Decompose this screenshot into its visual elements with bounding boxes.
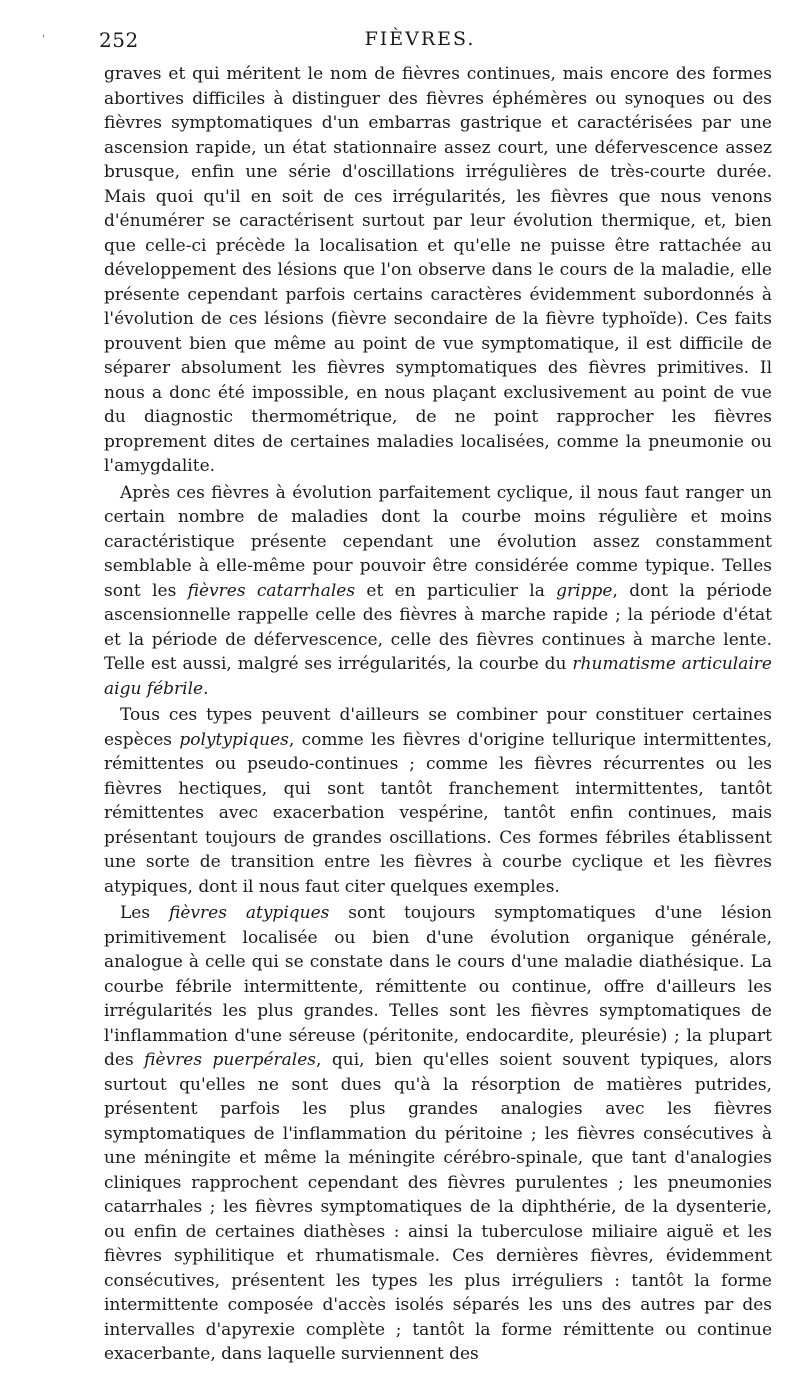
text-run: sont toujours symptomatiques d'une lésion primitivement localisée ou bien d'une évolution organique générale, analogue à celle qui se constate dans le cours d'une maladie diathésique. La courbe fébrile intermittente, rémittente ou continue, offre d'ailleurs les irrégularités les plus grandes. Telles sont les fièvres symptomatiques de l'inflammation d'une séreuse (péritonite, endocardite, pleurésie) ; la plupart des [104,903,772,1070]
running-title: FIÈVRES. [364,28,476,50]
text-run: , dont la période ascensionnelle rappelle celle des fièvres à marche rapide ; la période d'état et la période de défervescence, celle des fièvres continues à marche lente. Telle est aussi, malgré ses irrégularités, la courbe du [104,580,773,674]
body-text [104,62,772,1369]
paragraph [104,481,772,702]
italic-term: fièvres catarrhales [187,580,356,601]
text-run: , qui, bien qu'elles soient souvent typiques, alors surtout qu'elles ne sont dues qu'à la résorption de matières putrides, présentent parfois les plus grandes analogies avec les fièvres symptomatiques de l'inflammation du péritoine ; les fièvres consécutives à une méningite et même la méningite cérébro-spinale, que tant d'analogies cliniques rapprochent cependant des fièvres purulentes ; les pneumonies catarrhales ; les fièvres symptomatiques de la diphthérie, de la dysenterie, ou enfin de certaines diathèses : ainsi la tuberculose miliaire aiguë et les fièvres syphilitique et rhumatismale. Ces dernières fièvres, évidemment consécutives, présentent les types les plus irréguliers : tantôt la forme intermittente composée d'accès isolés séparés les uns des autres par des intervalles d'apyrexie complète ; tantôt la forme rémittente ou continue exacerbante, dans laquelle surviennent des [104,1050,772,1364]
paragraph [104,703,772,899]
text-run: Les [120,903,170,923]
text-run: Après ces fièvres à évolution parfaitement cyclique, il nous faut ranger un certain nombre de maladies dont la courbe moins régulière et moins caractéristique présente cependant une évolution assez constamment semblable à elle-même pour pouvoir être considérée comme typique. Telles sont les [104,482,772,601]
text-run: graves et qui méritent le nom de fièvres continues, mais encore des formes abortives difficiles à distinguer des fièvres éphémères ou synoques ou des fièvres symptomatiques d'un embarras gastrique et caractérisées par une ascension rapide, un état stationnaire assez court, une défervescence assez brusque, enfin une série d'oscillations irrégulières de très-courte durée. Mais quoi qu'il en soit de ces irrégularités, les fièvres que nous venons d'énumérer se caractérisent surtout par leur évolution thermique, et, bien que celle-ci précède la localisation et qu'elle ne puisse être rattachée au développement des lésions que l'on observe dans le cours de la maladie, elle présente cependant parfois certains caractères évidemment subordonnés à l'évolution de ces lésions (fièvre secondaire de la fièvre typhoïde). Ces faits prouvent bien que même au point de vue symptomatique, il est difficile de séparer absolument les fièvres symptomatiques des fièvres primitives. Il nous a donc été impossible, en nous plaçant exclusivement au point de vue du diagnostic thermométrique, de ne point rapprocher les fièvres proprement dites de certaines maladies localisées, comme la pneumonie ou l'amygdalite. [104,64,772,476]
text-run: , comme les fièvres d'origine tellurique intermittentes, rémittentes ou pseudo-continues ; comme les fièvres récurrentes ou les fièvres hectiques, qui sont tantôt franchement intermittentes, tantôt rémittentes avec exacerbation vespérine, tantôt enfin continues, mais présentant toujours de grandes oscillations. Ces formes fébriles établissent une sorte de transition entre les fièvres à courbe cyclique et les fièvres atypiques, dont il nous faut citer quelques exemples. [104,729,773,897]
paragraph [104,62,772,479]
italic-term: fièvres atypiques [169,903,330,923]
paragraph [104,901,772,1367]
italic-term: fièvres puerpérales [144,1050,316,1070]
italic-term: rhumatisme articulaire aigu fébrile [104,654,772,699]
text-run: . [203,678,209,699]
text-run: et en particulier la [355,580,557,601]
italic-term: polytypiques [179,729,289,750]
italic-term: grippe [556,580,613,601]
margin-mark: ' [42,34,45,45]
page-number: 252 [99,28,139,52]
text-run: Tous ces types peuvent d'ailleurs se combiner pour constituer certaines espèces [104,705,772,750]
